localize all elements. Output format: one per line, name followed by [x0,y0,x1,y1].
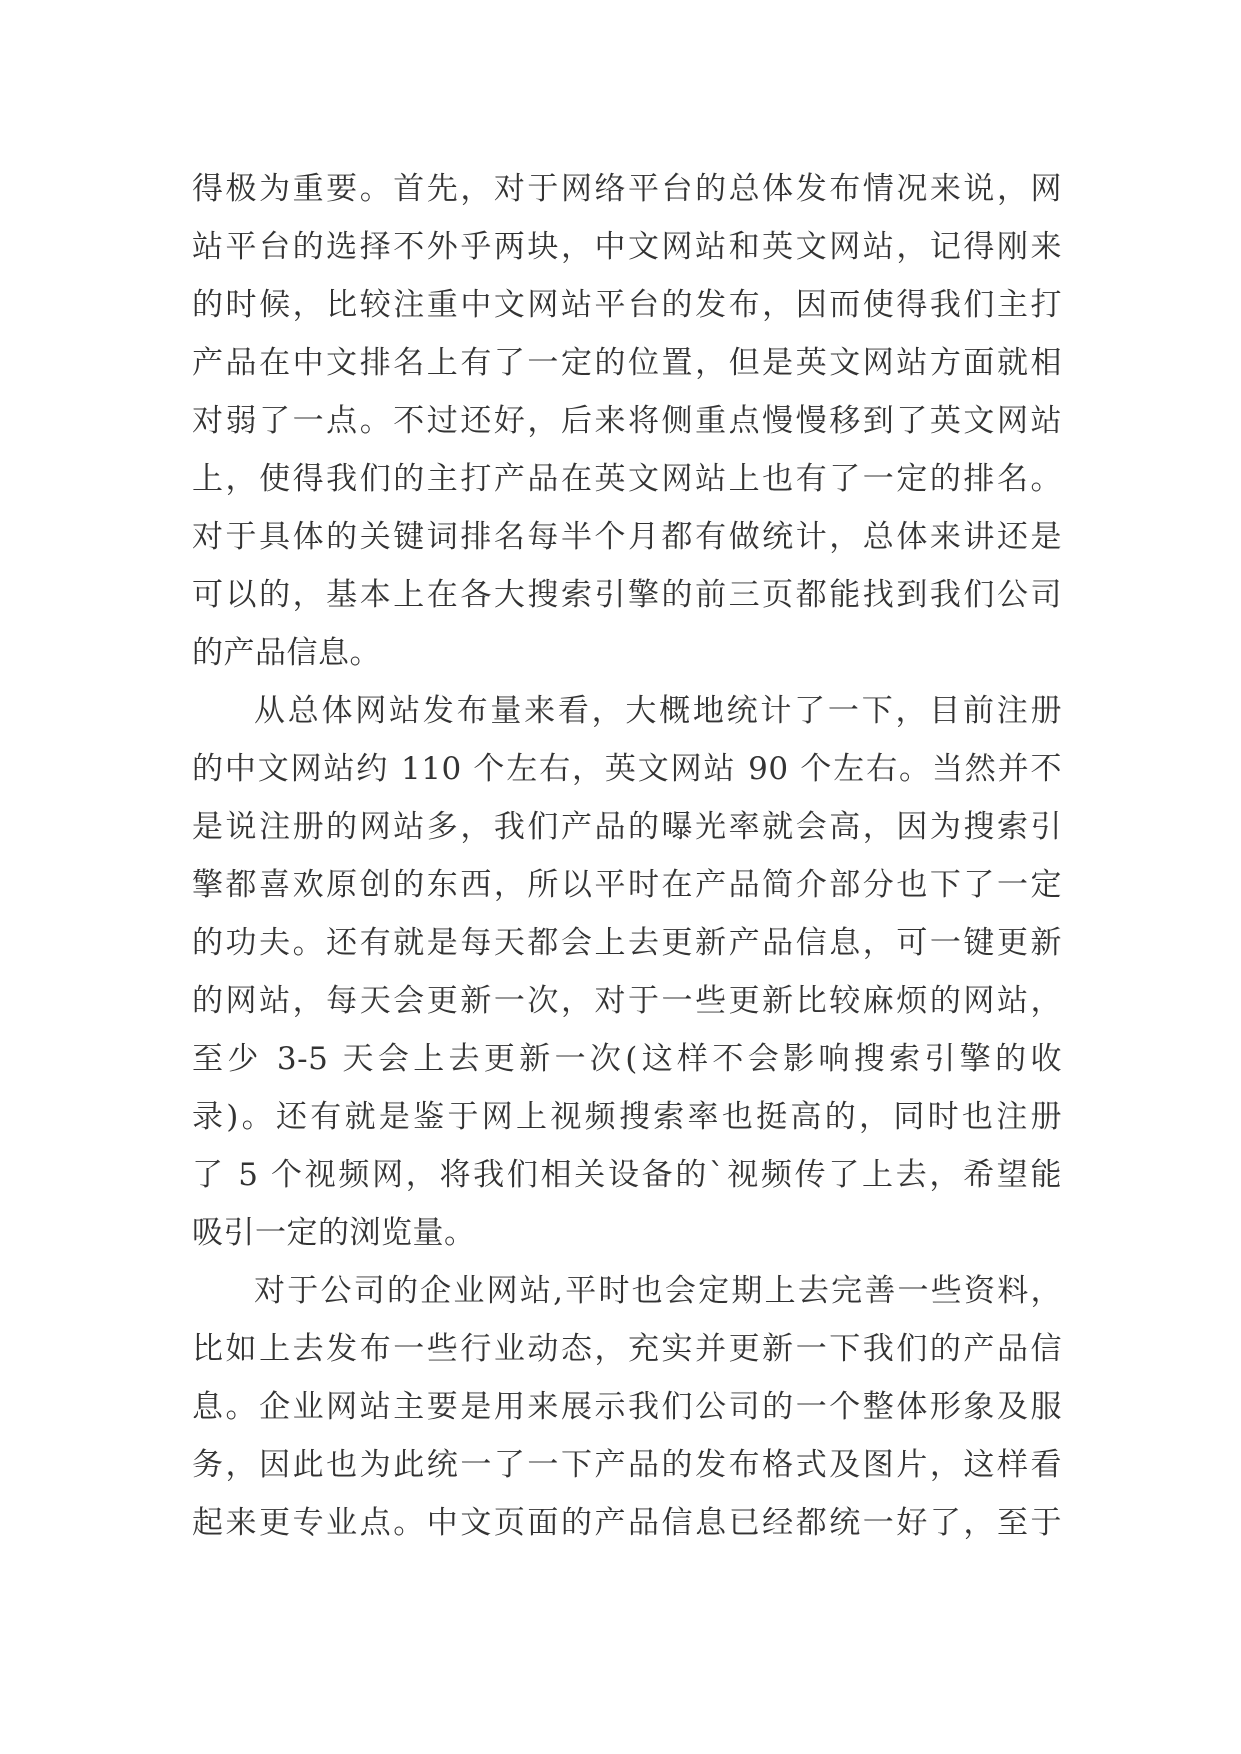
text-line: 站平台的选择不外乎两块，中文网站和英文网站，记得刚来 [192,229,1062,265]
text-line: 的时候，比较注重中文网站平台的发布，因而使得我们主打 [192,287,1062,323]
text-line: 对弱了一点。不过还好，后来将侧重点慢慢移到了英文网站 [192,403,1062,439]
text-line: 务，因此也为此统一了一下产品的发布格式及图片，这样看 [192,1447,1062,1483]
text-line: 吸引一定的浏览量。 [192,1215,476,1251]
text-line: 的网站，每天会更新一次，对于一些更新比较麻烦的网站， [192,983,1062,1019]
paragraph-start-line: 对于公司的企业网站,平时也会定期上去完善一些资料， [254,1273,1062,1309]
document-body [192,160,1062,1552]
text-line: 录)。还有就是鉴于网上视频搜索率也挺高的，同时也注册 [192,1099,1062,1135]
text-line: 对于具体的关键词排名每半个月都有做统计，总体来讲还是 [192,519,1062,555]
text-line: 息。企业网站主要是用来展示我们公司的一个整体形象及服 [192,1389,1062,1425]
text-line: 得极为重要。首先，对于网络平台的总体发布情况来说，网 [192,171,1062,207]
text-line: 至少 3-5 天会上去更新一次(这样不会影响搜索引擎的收 [192,1041,1062,1077]
text-line: 是说注册的网站多，我们产品的曝光率就会高，因为搜索引 [192,809,1062,845]
text-line: 的产品信息。 [192,635,381,671]
text-line: 比如上去发布一些行业动态，充实并更新一下我们的产品信 [192,1331,1062,1367]
text-line: 的功夫。还有就是每天都会上去更新产品信息，可一键更新 [192,925,1062,961]
text-line: 了 5 个视频网，将我们相关设备的`视频传了上去，希望能 [192,1157,1062,1193]
text-line: 的中文网站约 110 个左右，英文网站 90 个左右。当然并不 [192,751,1062,787]
text-line: 擎都喜欢原创的东西，所以平时在产品简介部分也下了一定 [192,867,1062,903]
text-line: 上，使得我们的主打产品在英文网站上也有了一定的排名。 [192,461,1062,497]
text-line: 产品在中文排名上有了一定的位置，但是英文网站方面就相 [192,345,1062,381]
text-line: 可以的，基本上在各大搜索引擎的前三页都能找到我们公司 [192,577,1062,613]
paragraph-start-line: 从总体网站发布量来看，大概地统计了一下，目前注册 [254,693,1062,729]
text-line: 起来更专业点。中文页面的产品信息已经都统一好了，至于 [192,1505,1062,1541]
